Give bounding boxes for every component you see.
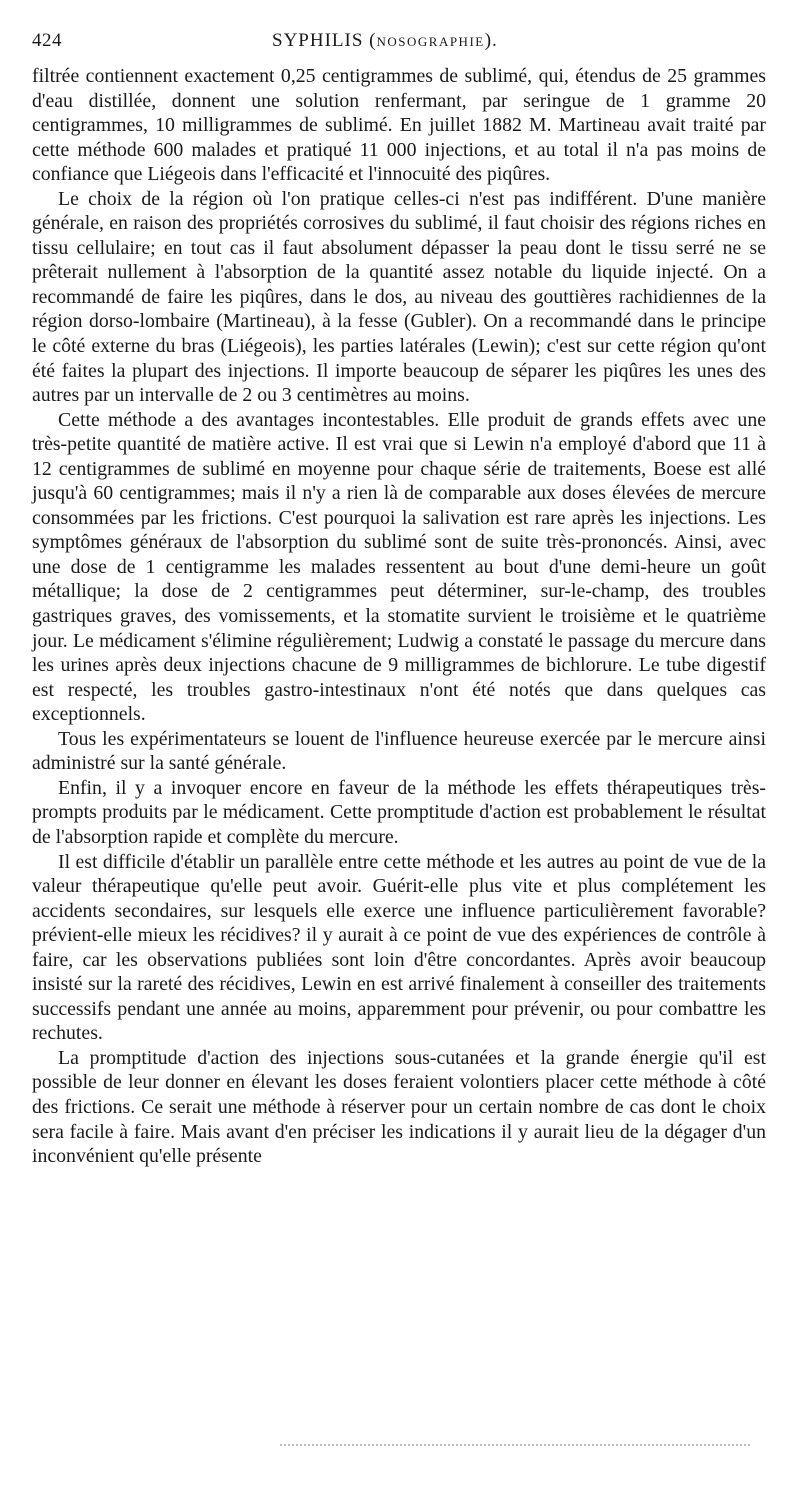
- page-header: [32, 30, 772, 58]
- paragraph-indications: La promptitude d'action des injections sous-cutanées et la grande énergie qu'il est possible de leur donner en élevant les doses feraient volontiers placer cette méthode à côté des frictions. Ce serait une méthode à réserver pour un certain nombre de cas dont le choix sera facile à faire. Mais avant d'en préciser les indications il y aurait lieu de la dégager d'un inconvénient qu'elle présente: [32, 1046, 766, 1168]
- body-text: [32, 64, 766, 1169]
- page-number: 424: [32, 30, 62, 51]
- paragraph-injection-site: Le choix de la région où l'on pratique celles-ci n'est pas indifférent. D'une manière générale, en raison des propriétés corrosives du sublimé, il faut choisir des régions riches en tissu cellulaire; en tout cas il faut absolument dépasser la peau dont le tissu serré ne se prêterait nullement à l'absorption de la quantité assez notable du liquide injecté. On a recommandé de faire les piqûres, dans le dos, au niveau des gouttières rachidiennes de la région dorso-lombaire (Martineau), à la fesse (Gubler). On a recommandé dans le principe le côté externe du bras (Liégeois), les parties latérales (Lewin); c'est sur cette région qu'ont été faites la plupart des injections. Il importe beaucoup de séparer les piqûres les unes des autres par un intervalle de 2 ou 3 centimètres au moins.: [32, 187, 766, 407]
- paragraph-continuation: filtrée contiennent exactement 0,25 centigrammes de sublimé, qui, étendus de 25 grammes d'eau distillée, donnent une solution renfermant, par seringue de 1 gramme 20 centigrammes, 10 milligrammes de sublimé. En juillet 1882 M. Martineau avait traité par cette méthode 600 malades et pratiqué 11 000 injections, et au total il n'a pas moins de confiance que Liégeois dans l'efficacité et l'innocuité des piqûres.: [32, 65, 766, 186]
- running-title-main: SYPHILIS (: [272, 30, 377, 51]
- paragraph-general-health: Tous les expérimentateurs se louent de l'influence heureuse exercée par le mercure ainsi administré sur la santé générale.: [32, 727, 766, 775]
- paragraph-advantages: Cette méthode a des avantages incontestables. Elle produit de grands effets avec une très-petite quantité de matière active. Il est vrai que si Lewin n'a employé d'abord que 11 à 12 centigrammes de sublimé en moyenne pour chaque série de traitements, Boese est allé jusqu'à 60 centigrammes; mais il n'y a rien là de comparable aux doses élevées de mercure consommées par les frictions. C'est pourquoi la salivation est rare après les injections. Les symptômes généraux de l'absorption du sublimé sont de suite très-prononcés. Ainsi, avec une dose de 1 centigramme les malades ressentent au bout d'une demi-heure un goût métallique; la dose de 2 centigrammes peut déterminer, sur-le-champ, des troubles gastriques graves, des vomissements, et la stomatite survient le troisième et le quatrième jour. Le médicament s'élimine régulièrement; Ludwig a constaté le passage du mercure dans les urines après deux injections chacune de 9 milligrammes de bichlorure. Le tube digestif est respecté, les troubles gastro-intestinaux n'ont été notés que dans quelques cas exceptionnels.: [32, 408, 766, 726]
- running-title-end: ).: [484, 30, 498, 51]
- footer-rule: [280, 1444, 750, 1448]
- running-title: [272, 30, 498, 52]
- running-title-subtitle: NOSOGRAPHIE: [376, 34, 485, 49]
- paragraph-comparison: Il est difficile d'établir un parallèle entre cette méthode et les autres au point de vue de la valeur thérapeutique qu'elle peut avoir. Guérit-elle plus vite et plus complétement les accidents secondaires, sur lesquels elle exerce une influence particulièrement favorable? prévient-elle mieux les récidives? il y aurait à ce point de vue des expériences de contrôle à faire, car les observations publiées sont loin d'être concordantes. Après avoir beaucoup insisté sur la rareté des récidives, Lewin en est arrivé finalement à conseiller des traitements successifs pendant une année au moins, apparemment pour prévenir, ou pour combattre les rechutes.: [32, 850, 766, 1045]
- paragraph-prompt-effects: Enfin, il y a invoquer encore en faveur de la méthode les effets thérapeutiques très-prompts produits par le médicament. Cette promptitude d'action est probablement le résultat de l'absorption rapide et complète du mercure.: [32, 776, 766, 848]
